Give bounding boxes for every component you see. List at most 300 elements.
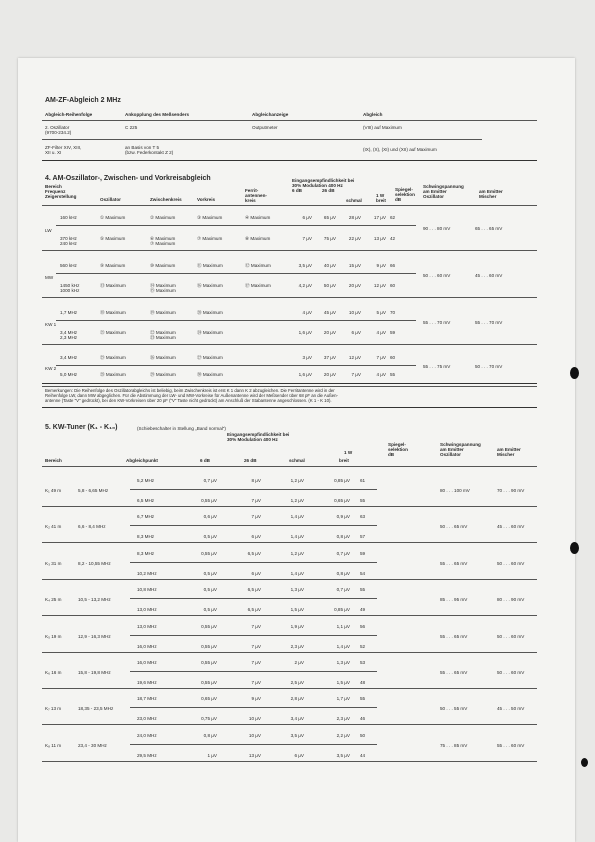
sens-26db: 7 μV xyxy=(251,643,261,649)
sens-6db: 0,7 μV xyxy=(203,478,217,483)
header-cell: 30% Modulation 400 Hz xyxy=(292,183,343,188)
sens-schmal: 3,5 μV xyxy=(290,732,304,738)
divider-line xyxy=(56,225,416,226)
sens-26db: 6,5 μV xyxy=(247,587,261,593)
divider-line xyxy=(42,250,537,251)
zw-cell: ⑦ Maximum xyxy=(150,241,176,246)
vork-cell: ⑯ Maximum xyxy=(197,283,223,288)
freq-cell: 240 kHz xyxy=(60,241,77,246)
sens-26db: 6 μV xyxy=(251,570,261,576)
vork-cell: ⑪ Maximum xyxy=(197,263,223,268)
header-cell: am Emitter xyxy=(497,447,521,452)
header-cell: Frequenz xyxy=(45,189,66,194)
osc-cell: ㉘ Maximum xyxy=(100,372,126,377)
header-cell: am Emitter xyxy=(423,189,447,194)
zf-cell: ZF-Filter XIV, XIII, xyxy=(45,145,82,150)
sens-6db: 0,55 μV xyxy=(201,498,217,503)
sens-6db: 0,55 μV xyxy=(201,643,217,649)
header-cell: am Emitter xyxy=(440,447,464,452)
mix-voltage: 55 . . . 70 mV xyxy=(475,320,503,325)
sens-26db: 45 μV xyxy=(323,310,336,315)
sens-schmal: 1,9 μV xyxy=(290,623,304,629)
spiegel-cell: 55 xyxy=(390,372,396,377)
header-cell: 6 dB xyxy=(200,458,210,463)
freq-cell: 1,7 MHz xyxy=(60,310,78,315)
sens-26db: 7 μV xyxy=(251,623,261,629)
band-label: K₈ 11 m xyxy=(45,742,62,748)
sens-breit: 1,4 μV xyxy=(336,643,350,649)
sens-schmal: 1,4 μV xyxy=(290,514,304,520)
divider-line xyxy=(130,671,377,672)
sens-schmal: 2,3 μV xyxy=(290,643,304,649)
divider-line xyxy=(42,205,537,206)
header-cell: selektion xyxy=(388,447,408,452)
spiegel-cell: 55 xyxy=(360,696,366,702)
spiegel-cell: 52 xyxy=(360,643,366,649)
spiegel-cell: 42 xyxy=(390,236,396,241)
sens-6db: 0,8 μV xyxy=(203,732,217,738)
band-label: K₅ 19 m xyxy=(45,633,62,639)
mix-voltage: 55 . . . 60 mV xyxy=(497,742,525,748)
range-label: 18,35 - 23,5 MHz xyxy=(78,706,114,712)
freq-cell: 370 kHz xyxy=(60,236,77,241)
ferrit-cell: ④ Maximum xyxy=(245,215,271,220)
sens-6db: 1,6 μV xyxy=(298,372,312,377)
sens-6db: 0,55 μV xyxy=(201,550,217,556)
vork-cell: ⑦ Maximum xyxy=(197,236,223,241)
divider-line xyxy=(42,160,537,161)
osc-cell: ⑬ Maximum xyxy=(100,283,126,288)
divider-line xyxy=(42,139,482,140)
zf-cell: (VIII) auf Maximum xyxy=(363,125,402,130)
ferrit-cell: ⑰ Maximum xyxy=(245,283,271,288)
ferrit-cell: ⑧ Maximum xyxy=(245,236,271,241)
header-cell: 30% Modulation 400 Hz xyxy=(227,437,278,442)
header-cell: Ferrit- xyxy=(245,188,259,193)
sens-26db: 75 μV xyxy=(323,236,336,241)
divider-line xyxy=(42,386,537,387)
sens-6db: 4,2 μV xyxy=(298,283,312,288)
spiegel-cell: 62 xyxy=(390,215,396,220)
sens-schmal: 6 μV xyxy=(294,752,304,758)
section-title-4: 4. AM-Oszillator-, Zwischen- und Vorkreisabgleich xyxy=(45,175,211,182)
sens-breit: 17 μV xyxy=(373,215,386,220)
divider-line xyxy=(42,652,537,653)
header-cell: dB xyxy=(388,452,395,457)
spiegel-cell: 70 xyxy=(390,310,396,315)
vork-cell: ⑳ Maximum xyxy=(197,310,223,315)
vork-cell: ㉚ Maximum xyxy=(197,372,223,377)
header-cell: Abgleichpunkt xyxy=(126,458,158,463)
tune-point: 13,0 MHz xyxy=(137,607,157,613)
section-title-zf: AM-ZF-Abgleich 2 MHz xyxy=(45,97,121,104)
mix-voltage: 65 . . . 65 mV xyxy=(475,225,503,231)
sens-schmal: 1,5 μV xyxy=(290,607,304,613)
header-cell: 1 W xyxy=(376,193,385,198)
osc-cell: ⑨ Maximum xyxy=(100,263,126,268)
zw-cell: ⑩ Maximum xyxy=(150,263,176,268)
zf-cell: Outputmeter xyxy=(252,125,278,130)
tune-point: 10,2 MHz xyxy=(137,570,157,576)
zf-cell: XII u. XI xyxy=(45,150,62,155)
zw-cell: ⑮ Maximum xyxy=(150,288,176,293)
zf-column-header: Abgleich-Reihenfolge xyxy=(45,112,93,117)
divider-line xyxy=(42,120,537,121)
sens-26db: 8 μV xyxy=(251,478,261,483)
band-label: MW xyxy=(45,275,54,280)
divider-line xyxy=(130,489,377,490)
sens-schmal: 3,4 μV xyxy=(290,716,304,722)
tune-point: 23,0 MHz xyxy=(137,716,157,722)
freq-cell: 160 kHz xyxy=(60,215,77,220)
sens-6db: 0,5 μV xyxy=(203,607,217,613)
sens-6db: 0,6 μV xyxy=(203,514,217,520)
sens-breit: 0,8 μV xyxy=(336,534,350,540)
tune-point: 8,3 MHz xyxy=(137,534,155,540)
section-subtitle-5: (Schiebeschalter in Stellung „Band normal") xyxy=(137,426,226,431)
sens-schmal: 1,3 μV xyxy=(290,587,304,593)
sens-breit: 5 μV xyxy=(376,310,386,315)
header-cell: schmal xyxy=(346,198,362,203)
header-cell: breit xyxy=(376,198,386,203)
header-cell: Zwischenkreis xyxy=(150,197,182,202)
osc-voltage: 50 . . . 55 mV xyxy=(440,706,468,712)
sens-breit: 0,85 μV xyxy=(334,478,350,483)
zw-cell: ㉖ Maximum xyxy=(150,355,176,360)
sens-6db: 0,55 μV xyxy=(201,623,217,629)
header-cell: Bereich xyxy=(45,184,62,189)
tune-point: 18,7 MHz xyxy=(137,696,157,702)
spiegel-cell: 57 xyxy=(360,534,366,540)
osc-cell: ㉑ Maximum xyxy=(100,330,126,335)
punch-hole xyxy=(581,758,588,767)
sens-breit: 2,2 μV xyxy=(336,732,350,738)
sens-26db: 6,5 μV xyxy=(247,607,261,613)
spiegel-cell: 59 xyxy=(390,330,396,335)
sens-26db: 6 μV xyxy=(251,534,261,540)
sens-6db: 0,55 μV xyxy=(201,680,217,685)
mix-voltage: 50 . . . 60 mV xyxy=(497,633,525,639)
osc-cell: ㉕ Maximum xyxy=(100,355,126,360)
sens-schmal: 20 μV xyxy=(348,283,361,288)
mix-voltage: 50 . . . 70 mV xyxy=(475,363,503,369)
sens-26db: 9 μV xyxy=(251,696,261,702)
sens-breit: 4 μV xyxy=(376,330,386,335)
sens-breit: 0,85 μV xyxy=(334,607,350,613)
header-cell: Spiegel- xyxy=(395,187,413,192)
header-cell: Mischer xyxy=(497,452,515,457)
zf-cell: C 225 xyxy=(125,125,138,130)
divider-line xyxy=(42,297,537,298)
header-cell: Eingangsempfindlichkeit bei xyxy=(227,432,290,437)
tune-point: 8,3 MHz xyxy=(137,550,155,556)
spiegel-cell: 60 xyxy=(390,355,396,360)
header-cell: Vorkreis xyxy=(197,197,216,202)
sens-breit: 1,7 μV xyxy=(336,696,350,702)
vork-cell: ③ Maximum xyxy=(197,215,223,220)
header-cell: Eingangsempfindlichkeit bei xyxy=(292,178,355,183)
header-cell: kreis xyxy=(245,198,256,203)
osc-voltage: 55 . . . 75 mV xyxy=(423,363,451,369)
zf-column-header: Abgleichanzeige xyxy=(252,112,289,117)
sens-26db: 7 μV xyxy=(251,680,261,685)
mix-voltage: 45 . . . 60 mV xyxy=(497,524,525,530)
zf-cell: (9700-234.2) xyxy=(45,130,72,135)
osc-voltage: 80 . . . 100 mV xyxy=(440,488,470,493)
zf-cell: 2. Oszillator xyxy=(45,125,70,130)
zw-cell: ② Maximum xyxy=(150,215,176,220)
sens-schmal: 1,2 μV xyxy=(290,498,304,503)
vork-cell: ㉗ Maximum xyxy=(197,355,223,360)
sens-schmal: 6 μV xyxy=(351,330,361,335)
header-cell: Schwingspannung xyxy=(440,442,481,447)
band-label: K₂ 41 m xyxy=(45,524,62,530)
sens-6db: 3,5 μV xyxy=(298,263,312,268)
zf-cell: an Basis von T 5 xyxy=(125,145,160,150)
header-cell: Mischer xyxy=(479,194,497,199)
divider-line xyxy=(42,542,537,543)
sens-schmal: 2,8 μV xyxy=(290,696,304,702)
divider-line xyxy=(42,761,537,762)
sens-schmal: 1,2 μV xyxy=(290,478,304,483)
divider-line xyxy=(42,344,537,345)
range-label: 5,8 - 6,65 MHz xyxy=(78,488,109,493)
sens-6db: 6 μV xyxy=(302,215,312,220)
header-cell: 26 dB xyxy=(322,188,335,193)
sens-schmal: 22 μV xyxy=(348,236,361,241)
remark-line: Bemerkungen: Die Reihenfolge des Oszillatorabgleichs ist beliebig, beim Zwischenkreis ist erst K 1 dann K 2 abzugleichen. Die Ferritantenne wird in der xyxy=(45,388,335,393)
sens-6db: 7 μV xyxy=(302,236,312,241)
sens-26db: 65 μV xyxy=(323,215,336,220)
sens-26db: 7 μV xyxy=(251,514,261,520)
zf-cell: (bzw. Federkontakt Z 2) xyxy=(125,150,174,155)
header-cell: Bereich xyxy=(45,458,62,463)
sens-breit: 7 μV xyxy=(376,355,386,360)
sens-breit: 0,7 μV xyxy=(336,587,350,593)
freq-cell: 1000 kHz xyxy=(60,288,80,293)
osc-voltage: 55 . . . 70 mV xyxy=(423,320,451,325)
osc-voltage: 90 . . . 80 mV xyxy=(423,225,451,231)
divider-line xyxy=(42,506,537,507)
band-label: K₄ 25 m xyxy=(45,597,62,603)
spiegel-cell: 59 xyxy=(360,550,366,556)
punch-hole xyxy=(570,542,579,554)
header-cell: antennen- xyxy=(245,193,267,198)
sens-26db: 7 μV xyxy=(251,498,261,503)
sens-breit: 0,7 μV xyxy=(336,550,350,556)
osc-cell: ⑱ Maximum xyxy=(100,310,126,315)
sens-breit: 9 μV xyxy=(376,263,386,268)
zw-cell: ㉒ Maximum xyxy=(150,330,176,335)
sens-26db: 6,5 μV xyxy=(247,550,261,556)
divider-line xyxy=(42,688,537,689)
sens-6db: 1,6 μV xyxy=(298,330,312,335)
mix-voltage: 80 . . . 90 mV xyxy=(497,597,525,603)
sens-26db: 7 μV xyxy=(251,660,261,665)
spiegel-cell: 66 xyxy=(390,263,396,268)
header-cell: 6 dB xyxy=(292,188,302,193)
divider-line xyxy=(42,466,537,467)
header-cell: Spiegel- xyxy=(388,442,406,447)
remark-line: antenne (Taste "V" gedrückt), bei den KW-Vorkreisen über 20 pF ("V" Taste nicht gedrückt) am Anschluß der Stabantenne angeschlossen. (K 1 - K 10). xyxy=(45,398,332,403)
sens-26db: 40 μV xyxy=(323,263,336,268)
header-cell: breit xyxy=(339,458,349,463)
divider-line xyxy=(42,383,537,384)
spiegel-cell: 46 xyxy=(360,716,366,722)
tune-point: 16,0 MHz xyxy=(137,643,157,649)
sens-26db: 13 μV xyxy=(248,752,261,758)
spiegel-cell: 55 xyxy=(360,587,366,593)
divider-line xyxy=(130,525,377,526)
header-cell: Schwingspannung xyxy=(423,184,464,189)
freq-cell: 2,3 MHz xyxy=(60,335,78,340)
spiegel-cell: 49 xyxy=(360,607,366,613)
freq-cell: 5,0 MHz xyxy=(60,372,78,377)
spiegel-cell: 54 xyxy=(360,570,366,576)
tune-point: 13,0 MHz xyxy=(137,623,157,629)
sens-6db: 3 μV xyxy=(302,355,312,360)
tune-point: 29,5 MHz xyxy=(137,752,157,758)
spiegel-cell: 55 xyxy=(360,498,366,503)
mix-voltage: 70 . . . 90 mV xyxy=(497,488,525,493)
tune-point: 6,7 MHz xyxy=(137,514,155,520)
header-cell: 1 W xyxy=(344,450,353,455)
sens-schmal: 15 μV xyxy=(348,263,361,268)
divider-line xyxy=(42,579,537,580)
divider-line xyxy=(56,365,416,366)
spiegel-cell: 44 xyxy=(360,752,366,758)
divider-line xyxy=(130,598,377,599)
osc-cell: ⑤ Maximum xyxy=(100,236,126,241)
band-label: K₁ 49 m xyxy=(45,488,62,493)
section-title-5: 5. KW-Tuner (K₁ - K₁₀) xyxy=(45,424,118,431)
band-label: KW 2 xyxy=(45,365,57,371)
sens-breit: 3,5 μV xyxy=(336,752,350,758)
divider-line xyxy=(56,320,416,321)
header-cell: dB xyxy=(395,197,402,202)
spiegel-cell: 60 xyxy=(390,283,396,288)
sens-schmal: 7 μV xyxy=(351,372,361,377)
band-label: K₃ 31 m xyxy=(45,560,62,566)
sens-schmal: 1,4 μV xyxy=(290,570,304,576)
divider-line xyxy=(42,724,537,725)
divider-line xyxy=(130,562,377,563)
freq-cell: 560 kHz xyxy=(60,263,77,268)
mix-voltage: 45 . . . 50 mV xyxy=(497,706,525,712)
freq-cell: 3,4 MHz xyxy=(60,330,78,335)
tune-point: 10,8 MHz xyxy=(137,587,157,593)
sens-26db: 50 μV xyxy=(323,283,336,288)
ferrit-cell: ⑫ Maximum xyxy=(245,263,271,268)
sens-schmal: 2,5 μV xyxy=(290,680,304,685)
zw-cell: ⑥ Maximum xyxy=(150,236,176,241)
header-cell: Zeigerstellung xyxy=(45,194,77,199)
divider-line xyxy=(130,744,377,745)
zf-column-header: Abgleich xyxy=(363,112,383,117)
sens-6db: 1 μV xyxy=(207,752,217,758)
tune-point: 16,0 MHz xyxy=(137,660,157,665)
mix-voltage: 50 . . . 60 mV xyxy=(497,560,525,566)
spiegel-cell: 61 xyxy=(360,478,366,483)
tune-point: 6,5 MHz xyxy=(137,498,155,503)
zw-cell: ⑲ Maximum xyxy=(150,310,176,315)
osc-cell: ① Maximum xyxy=(100,215,126,220)
osc-voltage: 50 . . . 65 mV xyxy=(440,524,468,530)
spiegel-cell: 50 xyxy=(360,732,366,738)
sens-schmal: 10 μV xyxy=(348,310,361,315)
sens-6db: 0,75 μV xyxy=(201,716,217,722)
spiegel-cell: 53 xyxy=(360,660,366,665)
osc-voltage: 85 . . . 95 mV xyxy=(440,597,468,603)
sens-6db: 0,5 μV xyxy=(203,587,217,593)
spiegel-cell: 63 xyxy=(360,514,366,520)
sens-schmal: 1,2 μV xyxy=(290,550,304,556)
sens-breit: 1,3 μV xyxy=(336,660,350,665)
mix-voltage: 50 . . . 60 mV xyxy=(497,670,525,675)
sens-breit: 4 μV xyxy=(376,372,386,377)
osc-voltage: 50 . . . 60 mV xyxy=(423,273,451,278)
tune-point: 5,2 MHz xyxy=(137,478,155,483)
mix-voltage: 45 . . . 60 mV xyxy=(475,273,503,278)
divider-line xyxy=(130,635,377,636)
divider-line xyxy=(56,273,416,274)
range-label: 15,8 - 19,8 MHz xyxy=(78,670,111,675)
vork-cell: ㉔ Maximum xyxy=(197,330,223,335)
sens-26db: 20 μV xyxy=(323,330,336,335)
zw-cell: ㉙ Maximum xyxy=(150,372,176,377)
sens-breit: 2,3 μV xyxy=(336,716,350,722)
band-label: KW 1 xyxy=(45,322,57,327)
header-cell: Oszillator xyxy=(423,194,444,199)
zw-cell: ⑭ Maximum xyxy=(150,283,176,288)
band-label: LW xyxy=(45,227,52,233)
osc-voltage: 55 . . . 65 mV xyxy=(440,560,468,566)
range-label: 8,2 - 10,55 MHz xyxy=(78,560,111,566)
sens-breit: 1,1 μV xyxy=(336,623,350,629)
sens-26db: 10 μV xyxy=(248,732,261,738)
sens-6db: 0,55 μV xyxy=(201,660,217,665)
header-cell: 26 dB xyxy=(244,458,257,463)
sens-6db: 0,5 μV xyxy=(203,570,217,576)
sens-26db: 20 μV xyxy=(323,372,336,377)
header-cell: Oszillator xyxy=(100,197,121,202)
sens-schmal: 2 μV xyxy=(294,660,304,665)
zf-column-header: Ankopplung des Meßsenders xyxy=(125,112,190,117)
sens-breit: 0,9 μV xyxy=(336,514,350,520)
range-label: 23,4 - 30 MHz xyxy=(78,742,107,748)
band-label: K₆ 16 m xyxy=(45,670,62,675)
header-cell: selektion xyxy=(395,192,415,197)
header-cell: Oszillator xyxy=(440,452,461,457)
sens-breit: 13 μV xyxy=(373,236,386,241)
sens-6db: 4 μV xyxy=(302,310,312,315)
header-cell: schmal xyxy=(289,458,305,463)
divider-line xyxy=(42,615,537,616)
range-label: 10,5 - 13,2 MHz xyxy=(78,597,111,603)
punch-hole xyxy=(570,367,579,379)
sens-26db: 10 μV xyxy=(248,716,261,722)
sens-breit: 1,5 μV xyxy=(336,680,350,685)
sens-26db: 37 μV xyxy=(323,355,336,360)
divider-line xyxy=(130,707,377,708)
range-label: 12,9 - 16,3 MHz xyxy=(78,633,111,639)
freq-cell: 1450 kHz xyxy=(60,283,80,288)
spiegel-cell: 48 xyxy=(360,680,366,685)
osc-voltage: 75 . . . 85 mV xyxy=(440,742,468,748)
sens-breit: 12 μV xyxy=(373,283,386,288)
osc-voltage: 55 . . . 65 mV xyxy=(440,670,468,675)
header-cell: am Emitter xyxy=(479,189,503,194)
